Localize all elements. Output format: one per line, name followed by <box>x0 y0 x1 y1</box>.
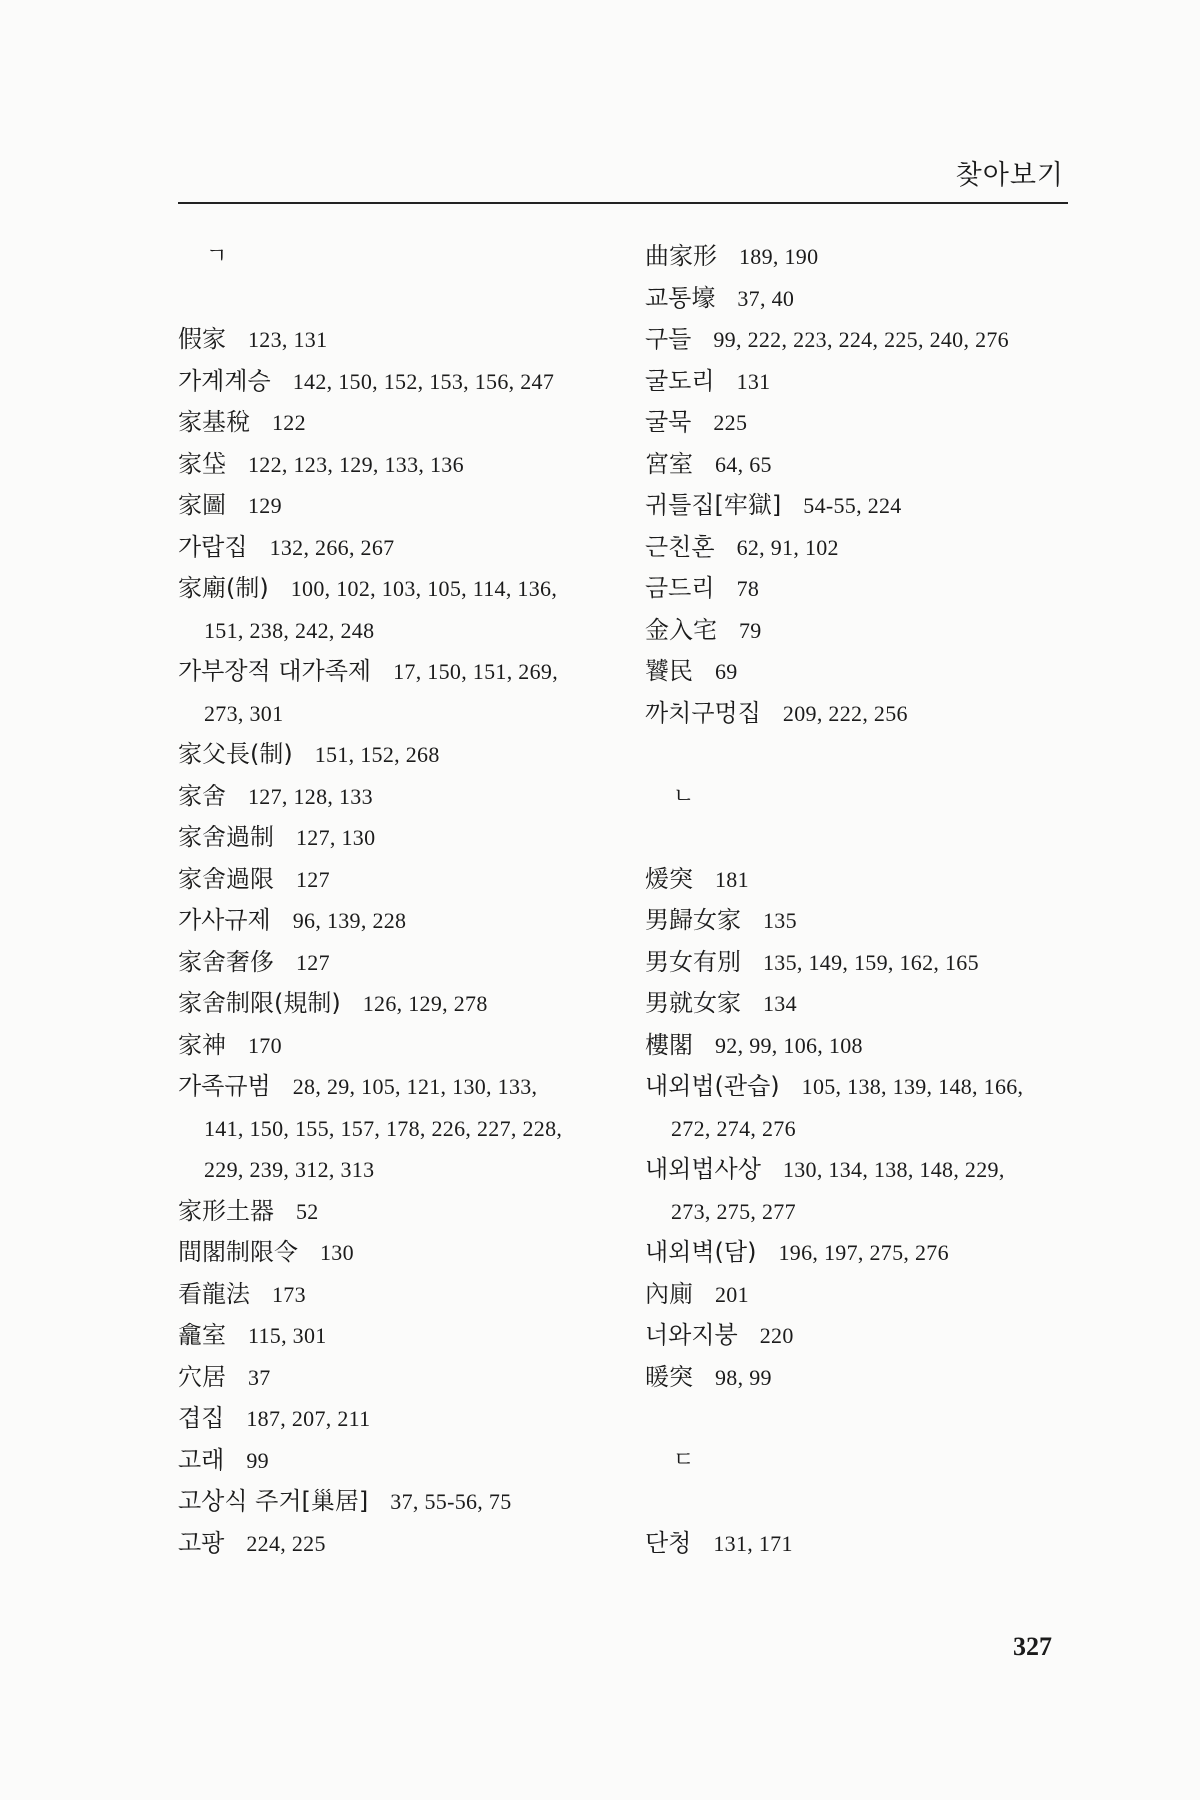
page-refs: 135 <box>763 908 797 933</box>
page-refs: 181 <box>715 866 749 892</box>
index-entry <box>178 1523 618 1565</box>
index-term: 暖突 <box>645 1362 693 1391</box>
index-entry <box>645 361 1075 403</box>
index-term: 고팡 <box>178 1528 225 1557</box>
page-refs: 132, 266, 267 <box>269 534 395 560</box>
index-entry <box>645 568 1075 610</box>
page-refs: 37, 40 <box>737 285 795 311</box>
index-column-right <box>645 236 1075 1564</box>
index-term: 看龍法 <box>178 1279 250 1308</box>
index-entry <box>178 319 618 361</box>
index-entry <box>178 900 618 942</box>
page-refs: 122 <box>272 410 306 435</box>
index-entry <box>178 1440 618 1482</box>
index-term: 家舍過制 <box>178 823 274 851</box>
index-entry <box>645 942 1075 984</box>
page-refs: 37, 55-56, 75 <box>390 1489 512 1514</box>
page-refs: 127 <box>296 866 330 892</box>
index-entry <box>645 693 1075 735</box>
page-refs: 17, 150, 151, 269, <box>393 659 559 684</box>
index-entry <box>645 1315 1075 1357</box>
index-entry <box>178 1025 618 1067</box>
index-entry-continuation <box>178 693 618 735</box>
index-term: 굴묵 <box>645 408 692 436</box>
index-term: 金入宅 <box>645 615 717 644</box>
index-term: 고래 <box>178 1445 225 1474</box>
index-entry <box>178 1232 618 1274</box>
index-entry <box>645 444 1075 486</box>
page-refs: 99, 222, 223, 224, 225, 240, 276 <box>713 327 1009 352</box>
page-refs: 126, 129, 278 <box>362 991 488 1016</box>
header-title: 찾아보기 <box>955 160 1064 191</box>
page-refs: 273, 275, 277 <box>671 1198 796 1224</box>
page-refs: 122, 123, 129, 133, 136 <box>248 451 464 477</box>
index-term: 내외법사상 <box>645 1155 761 1183</box>
index-entry <box>645 900 1075 942</box>
index-term: 가계계승 <box>178 366 271 395</box>
spacer <box>178 278 618 320</box>
page-refs: 96, 139, 228 <box>292 908 407 933</box>
index-term: 가사규제 <box>178 906 271 934</box>
page-refs: 123, 131 <box>248 327 328 352</box>
index-entry <box>178 1357 618 1399</box>
index-entry-continuation <box>645 1191 1075 1233</box>
index-entry <box>645 485 1075 527</box>
index-entry <box>645 859 1075 901</box>
page-refs: 79 <box>739 617 762 643</box>
index-entry-continuation <box>645 1108 1075 1150</box>
index-entry-continuation <box>178 610 618 652</box>
index-entry <box>645 1357 1075 1399</box>
page-refs: 78 <box>736 576 760 601</box>
index-term: 가족규범 <box>178 1072 271 1100</box>
page-refs: 201 <box>715 1281 749 1307</box>
index-entry <box>645 319 1075 361</box>
page-refs: 129 <box>248 493 282 518</box>
page-refs: 127, 130 <box>296 825 376 850</box>
page-refs: 92, 99, 106, 108 <box>715 1032 863 1058</box>
section-letter: ㄱ <box>206 244 228 269</box>
page-refs: 273, 301 <box>204 700 284 726</box>
index-term: 男就女家 <box>645 989 741 1017</box>
index-term: 男女有別 <box>645 947 741 976</box>
index-entry <box>178 1274 618 1316</box>
index-term: 家廟(制) <box>178 574 269 602</box>
page-refs: 131, 171 <box>713 1530 793 1556</box>
page-refs: 130 <box>320 1240 354 1265</box>
index-column-left <box>178 236 618 1564</box>
page-refs: 187, 207, 211 <box>246 1406 371 1431</box>
spacer <box>645 1481 1075 1523</box>
page-refs: 115, 301 <box>248 1323 327 1348</box>
index-term: 假家 <box>178 325 226 353</box>
index-entry <box>645 983 1075 1025</box>
index-term: 굴도리 <box>645 366 715 395</box>
index-entry <box>178 361 618 403</box>
running-header <box>178 150 1068 204</box>
page-refs: 105, 138, 139, 148, 166, <box>801 1074 1024 1099</box>
page-refs: 189, 190 <box>739 244 819 269</box>
index-entry <box>645 1523 1075 1565</box>
page-number: 327 <box>1013 1632 1052 1661</box>
index-entry <box>645 236 1075 278</box>
index-entry <box>178 402 618 444</box>
index-entry <box>178 817 618 859</box>
page-refs: 37 <box>248 1364 271 1390</box>
index-entry <box>645 1025 1075 1067</box>
index-entry <box>178 485 618 527</box>
page-refs: 173 <box>272 1281 306 1307</box>
index-entry <box>178 1481 618 1523</box>
page-refs: 52 <box>296 1198 319 1224</box>
index-term: 煖突 <box>645 864 693 893</box>
index-entry <box>178 1315 618 1357</box>
index-term: 家基稅 <box>178 408 250 436</box>
page-refs: 98, 99 <box>715 1364 772 1390</box>
page-refs: 224, 225 <box>246 1530 326 1556</box>
index-entry <box>178 1191 618 1233</box>
index-term: 고상식 주거[巢居] <box>178 1487 369 1515</box>
index-entry <box>178 651 618 693</box>
page-refs: 151, 238, 242, 248 <box>204 617 375 643</box>
index-entry <box>645 1066 1075 1108</box>
spacer <box>645 817 1075 859</box>
index-term: 間閣制限令 <box>178 1238 298 1266</box>
index-term: 曲家形 <box>645 242 717 270</box>
index-term: 家圖 <box>178 491 226 519</box>
index-term: 饕民 <box>645 657 693 685</box>
section-letter: ㄴ <box>673 783 695 809</box>
index-term: 근친혼 <box>645 532 715 561</box>
index-term: 樓閣 <box>645 1030 693 1059</box>
page-refs: 272, 274, 276 <box>671 1115 796 1141</box>
page-refs: 127 <box>296 949 330 975</box>
index-term: 단청 <box>645 1528 692 1557</box>
index-entry <box>178 527 618 569</box>
index-term: 龕室 <box>178 1321 226 1349</box>
page-refs: 127, 128, 133 <box>248 783 373 809</box>
page-refs: 100, 102, 103, 105, 114, 136, <box>290 576 558 601</box>
page-refs: 99 <box>246 1447 269 1473</box>
page-refs: 170 <box>248 1032 282 1058</box>
page-refs: 142, 150, 152, 153, 156, 247 <box>292 368 555 394</box>
index-entry <box>645 278 1075 320</box>
page-refs: 64, 65 <box>715 451 772 477</box>
page-refs: 69 <box>715 659 738 684</box>
index-term: 겹집 <box>178 1404 225 1432</box>
page-refs: 209, 222, 256 <box>782 700 908 726</box>
index-term: 家神 <box>178 1030 226 1059</box>
index-entry <box>178 776 618 818</box>
index-term: 宮室 <box>645 449 693 478</box>
page-refs: 151, 152, 268 <box>314 742 440 767</box>
index-entry <box>645 1232 1075 1274</box>
page-refs: 220 <box>759 1323 794 1348</box>
page-refs: 196, 197, 275, 276 <box>778 1240 949 1265</box>
index-term: 穴居 <box>178 1362 226 1391</box>
index-entry <box>178 983 618 1025</box>
page-refs: 54-55, 224 <box>803 493 902 518</box>
spacer <box>645 734 1075 776</box>
index-term: 까치구멍집 <box>645 698 761 727</box>
index-entry <box>645 527 1075 569</box>
page-refs: 28, 29, 105, 121, 130, 133, <box>292 1074 538 1099</box>
index-term: 금드리 <box>645 574 715 602</box>
index-term: 家形土器 <box>178 1196 274 1225</box>
page-refs: 135, 149, 159, 162, 165 <box>763 949 979 975</box>
index-entry <box>645 651 1075 693</box>
index-term: 家舍過限 <box>178 864 274 893</box>
index-entry-continuation <box>178 1149 618 1191</box>
page-refs: 130, 134, 138, 148, 229, <box>782 1157 1005 1182</box>
page-refs: 62, 91, 102 <box>736 534 839 560</box>
index-entry-continuation <box>178 1108 618 1150</box>
page-refs: 225 <box>713 410 748 435</box>
index-entry <box>645 1149 1075 1191</box>
page-refs: 229, 239, 312, 313 <box>204 1157 375 1182</box>
page-refs: 141, 150, 155, 157, 178, 226, 227, 228, <box>204 1115 563 1141</box>
index-term: 교통壕 <box>645 283 716 312</box>
index-entry <box>178 942 618 984</box>
index-entry <box>178 444 618 486</box>
index-entry <box>645 610 1075 652</box>
section-letter: ㄷ <box>673 1447 695 1473</box>
index-term: 귀틀집[牢獄] <box>645 491 782 519</box>
index-term: 內廁 <box>645 1279 693 1308</box>
spacer <box>645 1398 1075 1440</box>
index-term: 내외법(관습) <box>645 1072 780 1100</box>
index-term: 家父長(制) <box>178 740 293 768</box>
index-term: 내외벽(담) <box>645 1238 757 1266</box>
index-term: 너와지붕 <box>645 1321 738 1349</box>
index-entry <box>178 734 618 776</box>
index-term: 구들 <box>645 325 692 353</box>
index-term: 家舍奢侈 <box>178 947 274 976</box>
index-entry <box>178 1066 618 1108</box>
page-refs: 131 <box>736 368 771 394</box>
index-entry <box>178 568 618 610</box>
index-term: 가부장적 대가족제 <box>178 657 372 685</box>
index-term: 家垈 <box>178 449 226 478</box>
index-term: 家舍制限(規制) <box>178 989 341 1017</box>
index-entry <box>178 1398 618 1440</box>
index-entry <box>645 1274 1075 1316</box>
index-term: 家舍 <box>178 781 226 810</box>
page-refs: 134 <box>763 991 797 1016</box>
index-entry <box>645 402 1075 444</box>
index-term: 가랍집 <box>178 532 248 561</box>
index-term: 男歸女家 <box>645 906 741 934</box>
index-entry <box>178 859 618 901</box>
